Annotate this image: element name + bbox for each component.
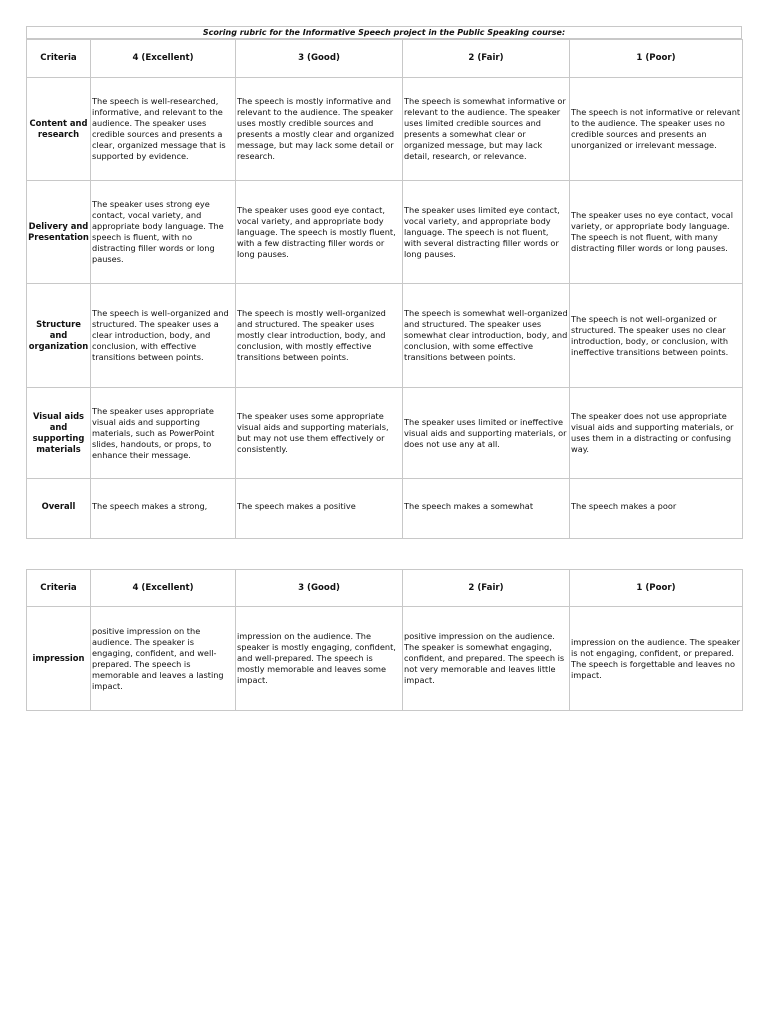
cell-excellent: The speaker uses strong eye contact, vocal variety, and appropriate body language. The speech is fluent, with no distracting filler words or long pauses. [91, 181, 236, 284]
cell-fair: The speaker uses limited or ineffective visual aids and supporting materials, or does not use any at all. [403, 388, 570, 479]
cell-excellent: positive impression on the audience. The speaker is engaging, confident, and well-prepared. The speech is memorable and leaves a lasting impact. [91, 607, 236, 711]
rubric-table-1 [26, 39, 743, 539]
cell-good: The speech is mostly well-organized and structured. The speaker uses mostly clear introduction, body, and conclusion, with mostly effective transitions between points. [236, 284, 403, 388]
row-overall [27, 479, 743, 539]
row-delivery-presentation [27, 181, 743, 284]
rubric-title: Scoring rubric for the Informative Speech project in the Public Speaking course: [26, 26, 742, 39]
criteria-content-research: Content and research [27, 78, 91, 181]
criteria-visual-aids: Visual aids and supporting materials [27, 388, 91, 479]
row-structure-organization [27, 284, 743, 388]
cell-excellent: The speech is well-organized and structured. The speaker uses a clear introduction, body, and conclusion, with effective transitions between points. [91, 284, 236, 388]
cell-poor: The speech is not informative or relevant to the audience. The speaker uses no credible sources and presents an unorganized or irrelevant message. [570, 78, 743, 181]
header-criteria: Criteria [27, 570, 91, 607]
criteria-impression: impression [27, 607, 91, 711]
cell-excellent: The speech is well-researched, informative, and relevant to the audience. The speaker uses credible sources and presents a clear, organized message that is supported by evidence. [91, 78, 236, 181]
cell-fair: The speaker uses limited eye contact, vocal variety, and appropriate body language. The speech is not fluent, with several distracting filler words or long pauses. [403, 181, 570, 284]
header-row [27, 570, 743, 607]
cell-good: The speaker uses some appropriate visual aids and supporting materials, but may not use them effectively or consistently. [236, 388, 403, 479]
cell-poor: impression on the audience. The speaker is not engaging, confident, or prepared. The speech is forgettable and leaves no impact. [570, 607, 743, 711]
cell-poor: The speaker uses no eye contact, vocal variety, or appropriate body language. The speech is not fluent, with many distracting filler words or long pauses. [570, 181, 743, 284]
criteria-delivery-presentation: Delivery and Presentation [27, 181, 91, 284]
header-row [27, 40, 743, 78]
header-fair: 2 (Fair) [403, 40, 570, 78]
cell-good: The speech is mostly informative and relevant to the audience. The speaker uses mostly credible sources and presents a mostly clear and organized message, but may lack some detail or research. [236, 78, 403, 181]
header-excellent: 4 (Excellent) [91, 40, 236, 78]
row-visual-aids [27, 388, 743, 479]
cell-good: The speaker uses good eye contact, vocal variety, and appropriate body language. The speech is mostly fluent, with a few distracting filler words or long pauses. [236, 181, 403, 284]
cell-fair: positive impression on the audience. The speaker is somewhat engaging, confident, and prepared. The speech is not very memorable and leaves little impact. [403, 607, 570, 711]
cell-good: impression on the audience. The speaker is mostly engaging, confident, and well-prepared. The speech is mostly memorable and leaves some impact. [236, 607, 403, 711]
cell-good: The speech makes a positive [236, 479, 403, 539]
header-good: 3 (Good) [236, 40, 403, 78]
cell-fair: The speech is somewhat well-organized and structured. The speaker uses somewhat clear introduction, body, and conclusion, with some effective transitions between points. [403, 284, 570, 388]
criteria-overall: Overall [27, 479, 91, 539]
row-content-research [27, 78, 743, 181]
cell-excellent: The speaker uses appropriate visual aids and supporting materials, such as PowerPoint slides, handouts, or props, to enhance their message. [91, 388, 236, 479]
cell-excellent: The speech makes a strong, [91, 479, 236, 539]
header-good: 3 (Good) [236, 570, 403, 607]
header-fair: 2 (Fair) [403, 570, 570, 607]
header-criteria: Criteria [27, 40, 91, 78]
header-excellent: 4 (Excellent) [91, 570, 236, 607]
row-impression [27, 607, 743, 711]
cell-poor: The speech is not well-organized or structured. The speaker uses no clear introduction, body, or conclusion, with ineffective transitions between points. [570, 284, 743, 388]
header-poor: 1 (Poor) [570, 570, 743, 607]
rubric-table-2 [26, 569, 743, 711]
criteria-structure-organization: Structure and organization [27, 284, 91, 388]
cell-fair: The speech makes a somewhat [403, 479, 570, 539]
header-poor: 1 (Poor) [570, 40, 743, 78]
cell-poor: The speech makes a poor [570, 479, 743, 539]
cell-poor: The speaker does not use appropriate visual aids and supporting materials, or uses them in a distracting or confusing way. [570, 388, 743, 479]
cell-fair: The speech is somewhat informative or relevant to the audience. The speaker uses limited credible sources and presents a somewhat clear or organized message, but may lack detail, research, or relevance. [403, 78, 570, 181]
